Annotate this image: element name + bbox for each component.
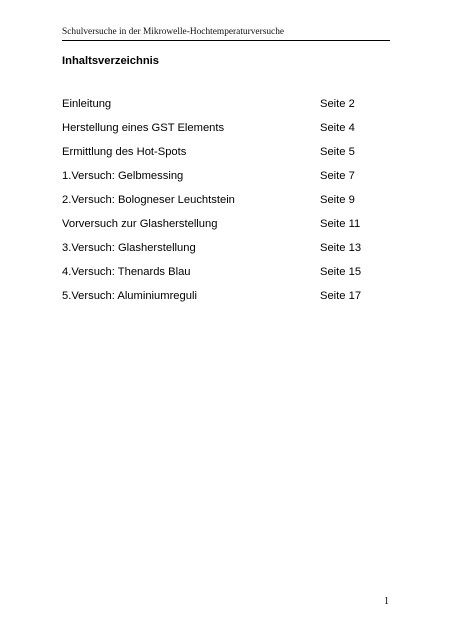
toc-entry [62,146,392,162]
toc-entry-label: 5.Versuch: Aluminiumreguli [62,290,197,302]
toc-entry-label: 4.Versuch: Thenards Blau [62,266,191,278]
toc-entry-label: Einleitung [62,98,112,110]
toc-entry-page: Seite 11 [320,218,361,230]
toc-entry-page: Seite 7 [320,170,355,182]
toc-title: Inhaltsverzeichnis [62,55,159,67]
running-header: Schulversuche in der Mikrowelle-Hochtemperaturversuche [62,27,285,37]
toc-entry-page: Seite 17 [320,290,362,302]
page-number: 1 [384,596,389,607]
toc-entry-page: Seite 4 [320,122,355,134]
toc-entry [62,266,392,282]
toc-entry-label: Vorversuch zur Glasherstellung [62,218,218,230]
toc-entry-page: Seite 13 [320,242,362,254]
toc-entry [62,170,392,186]
header-divider [62,40,390,41]
toc-entry-label: Herstellung eines GST Elements [62,122,225,134]
toc-entry [62,290,392,306]
toc-entry-page: Seite 9 [320,194,355,206]
toc-entry-label: 2.Versuch: Bologneser Leuchtstein [62,194,235,206]
toc-entry [62,218,392,234]
toc-entry-page: Seite 2 [320,98,355,110]
toc-entry [62,194,392,210]
toc-entry-label: 3.Versuch: Glasherstellung [62,242,196,254]
toc-entry-label: Ermittlung des Hot-Spots [62,146,187,158]
toc-entry [62,98,392,114]
toc-entry-page: Seite 5 [320,146,355,158]
toc-entry [62,242,392,258]
toc-entry-label: 1.Versuch: Gelbmessing [62,170,184,182]
toc-entry-page: Seite 15 [320,266,362,278]
toc-entry [62,122,392,138]
